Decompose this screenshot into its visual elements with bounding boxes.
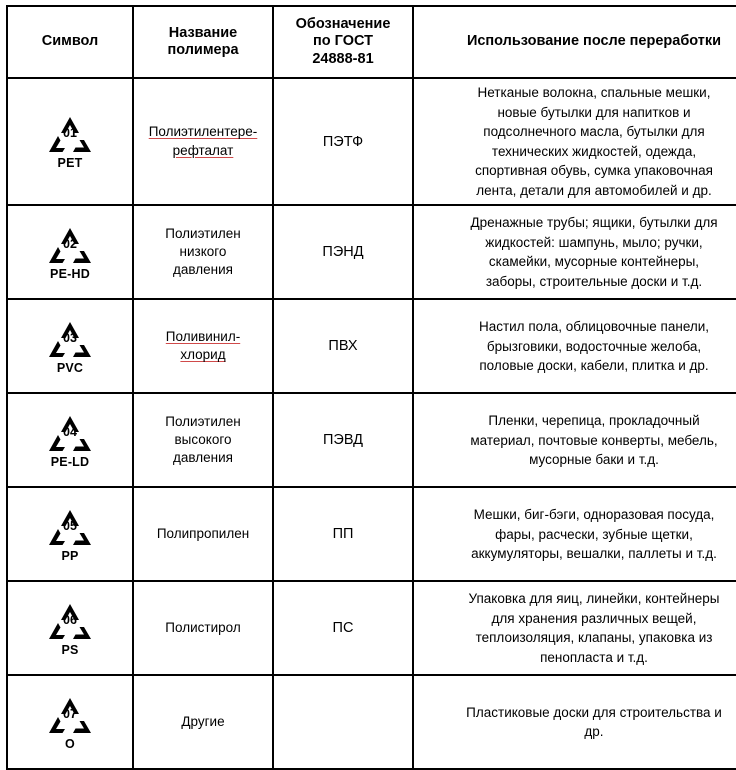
- table-row: [7, 675, 736, 769]
- header-gost-line3: 24888-81: [312, 50, 374, 67]
- header-gost-line1: Обозначение: [295, 15, 391, 32]
- usage-cell: [413, 581, 736, 675]
- polymer-name-line1: Другие: [181, 714, 225, 730]
- header-row: [7, 6, 736, 78]
- usage-line: Нетканые волокна, спальные мешки,: [477, 85, 711, 100]
- recycling-symbol: [13, 695, 127, 751]
- resin-abbreviation: PE-LD: [50, 454, 90, 469]
- usage-line: мусорные баки и т.д.: [529, 452, 659, 468]
- column-header-gost: [273, 6, 413, 78]
- recycling-triangle-icon: [42, 507, 98, 549]
- resin-code-number: 02: [63, 236, 77, 251]
- usage-cell: [413, 299, 736, 393]
- usage-line: спортивная обувь, сумка упаковочная: [475, 163, 713, 179]
- usage-line: Мешки, биг-бэги, одноразовая посуда,: [473, 507, 715, 523]
- usage-line: Дренажные трубы; ящики, бутылки для: [470, 215, 718, 231]
- gost-designation-cell: ПЭНД: [273, 205, 413, 299]
- recycling-triangle-icon: [42, 114, 98, 156]
- polymer-name-cell: [133, 205, 273, 299]
- plastic-codes-table: [6, 5, 736, 770]
- column-header-symbol: Символ: [7, 6, 133, 78]
- table-row: [7, 299, 736, 393]
- recycling-triangle-icon: [42, 601, 98, 643]
- usage-line: подсолнечного масла, бутылки для: [483, 124, 705, 140]
- recycling-symbol: [13, 601, 127, 657]
- usage-cell: [413, 205, 736, 299]
- polymer-name-line1: Полиэтилен: [165, 414, 241, 430]
- recycling-symbol: [13, 319, 127, 375]
- polymer-name-cell: [133, 487, 273, 581]
- gost-designation-cell: ПС: [273, 581, 413, 675]
- recycling-symbol: [13, 114, 127, 170]
- resin-abbreviation: PVC: [56, 360, 84, 375]
- polymer-name-cell: [133, 78, 273, 205]
- usage-line: скамейки, мусорные контейнеры,: [488, 254, 700, 270]
- gost-designation-cell: ПП: [273, 487, 413, 581]
- polymer-name-cell: [133, 299, 273, 393]
- recycling-symbol-cell: [7, 487, 133, 581]
- header-gost-line2: по ГОСТ: [313, 33, 373, 50]
- table-body: [7, 78, 736, 769]
- resin-abbreviation: PET: [57, 155, 83, 170]
- recycling-triangle-icon: [42, 225, 98, 267]
- recycling-symbol: [13, 413, 127, 469]
- gost-designation-cell: ПЭВД: [273, 393, 413, 487]
- polymer-name-line2: рефталат: [172, 142, 234, 158]
- recycling-triangle-icon: [42, 695, 98, 737]
- header-name-line2: полимера: [167, 42, 239, 58]
- table-row: [7, 393, 736, 487]
- polymer-name-line1: Полиэтилентере-: [148, 124, 258, 140]
- recycling-triangle-icon: [42, 413, 98, 455]
- polymer-name-line1: Поливинил-: [165, 329, 241, 345]
- resin-code-number: 06: [63, 612, 77, 627]
- usage-line: лента, детали для автомобилей и др.: [476, 182, 712, 198]
- recycling-symbol-cell: [7, 299, 133, 393]
- usage-line: Упаковка для яиц, линейки, контейнеры: [468, 591, 720, 607]
- polymer-name-line1: Полистирол: [165, 620, 241, 636]
- usage-line: жидкостей: шампунь, мыло; ручки,: [485, 234, 703, 250]
- usage-cell: [413, 393, 736, 487]
- usage-line: заборы, строительные доски и т.д.: [485, 273, 703, 289]
- resin-code-number: 07: [63, 706, 77, 721]
- gost-designation-cell: ПЭТФ: [273, 78, 413, 205]
- recycling-symbol-cell: [7, 675, 133, 769]
- polymer-name-cell: [133, 581, 273, 675]
- polymer-name-line3: давления: [173, 262, 233, 278]
- usage-line: технических жидкостей, одежда,: [491, 143, 697, 159]
- usage-cell: [413, 78, 736, 205]
- polymer-name-line1: Полипропилен: [156, 526, 250, 542]
- table-row: [7, 78, 736, 205]
- column-header-usage: Использование после переработки: [413, 6, 736, 78]
- gost-designation-cell: [273, 675, 413, 769]
- table-row: [7, 487, 736, 581]
- usage-line: Пластиковые доски для строительства и: [466, 704, 722, 720]
- table-header: [7, 6, 736, 78]
- recycling-triangle-icon: [42, 319, 98, 361]
- resin-abbreviation: PS: [61, 642, 79, 657]
- polymer-name-line2: хлорид: [180, 347, 226, 363]
- recycling-symbol-cell: [7, 205, 133, 299]
- usage-line: Настил пола, облицовочные панели,: [478, 319, 710, 335]
- usage-line: брызговики, водосточные желоба,: [486, 338, 702, 354]
- usage-line: др.: [584, 724, 604, 740]
- usage-line: для хранения различных вещей,: [491, 610, 697, 626]
- polymer-name-line2: высокого: [174, 432, 232, 448]
- table-row: [7, 581, 736, 675]
- resin-code-number: 05: [63, 518, 77, 533]
- recycling-symbol: [13, 225, 127, 281]
- recycling-symbol: [13, 507, 127, 563]
- usage-line: теплоизоляция, клапаны, упаковка из: [475, 630, 713, 646]
- column-header-polymer-name: [133, 6, 273, 78]
- polymer-name-line3: давления: [173, 450, 233, 466]
- recycling-symbol-cell: [7, 393, 133, 487]
- usage-line: материал, почтовые конверты, мебель,: [470, 432, 718, 448]
- recycling-symbol-cell: [7, 581, 133, 675]
- usage-cell: [413, 675, 736, 769]
- resin-code-number: 04: [63, 424, 77, 439]
- usage-line: фары, расчески, зубные щетки,: [495, 526, 693, 542]
- usage-line: половые доски, кабели, плитка и др.: [479, 358, 709, 374]
- usage-line: Пленки, черепица, прокладочный: [488, 413, 700, 429]
- recycling-symbol-cell: [7, 78, 133, 205]
- polymer-name-cell: [133, 675, 273, 769]
- table-row: [7, 205, 736, 299]
- resin-code-number: 01: [63, 125, 77, 140]
- usage-line: аккумуляторы, вешалки, паллеты и т.д.: [471, 546, 717, 562]
- polymer-name-cell: [133, 393, 273, 487]
- polymer-name-line2: низкого: [179, 244, 227, 260]
- resin-code-number: 03: [63, 330, 77, 345]
- gost-designation-cell: ПВХ: [273, 299, 413, 393]
- usage-line: новые бутылки для напитков и: [497, 104, 691, 120]
- header-name-line1: Название: [168, 24, 238, 41]
- polymer-name-line1: Полиэтилен: [165, 226, 241, 242]
- resin-abbreviation: PE-HD: [50, 266, 90, 281]
- resin-abbreviation: PP: [61, 548, 79, 563]
- usage-cell: [413, 487, 736, 581]
- usage-line: пенопласта и т.д.: [540, 649, 648, 665]
- resin-abbreviation: O: [65, 736, 75, 751]
